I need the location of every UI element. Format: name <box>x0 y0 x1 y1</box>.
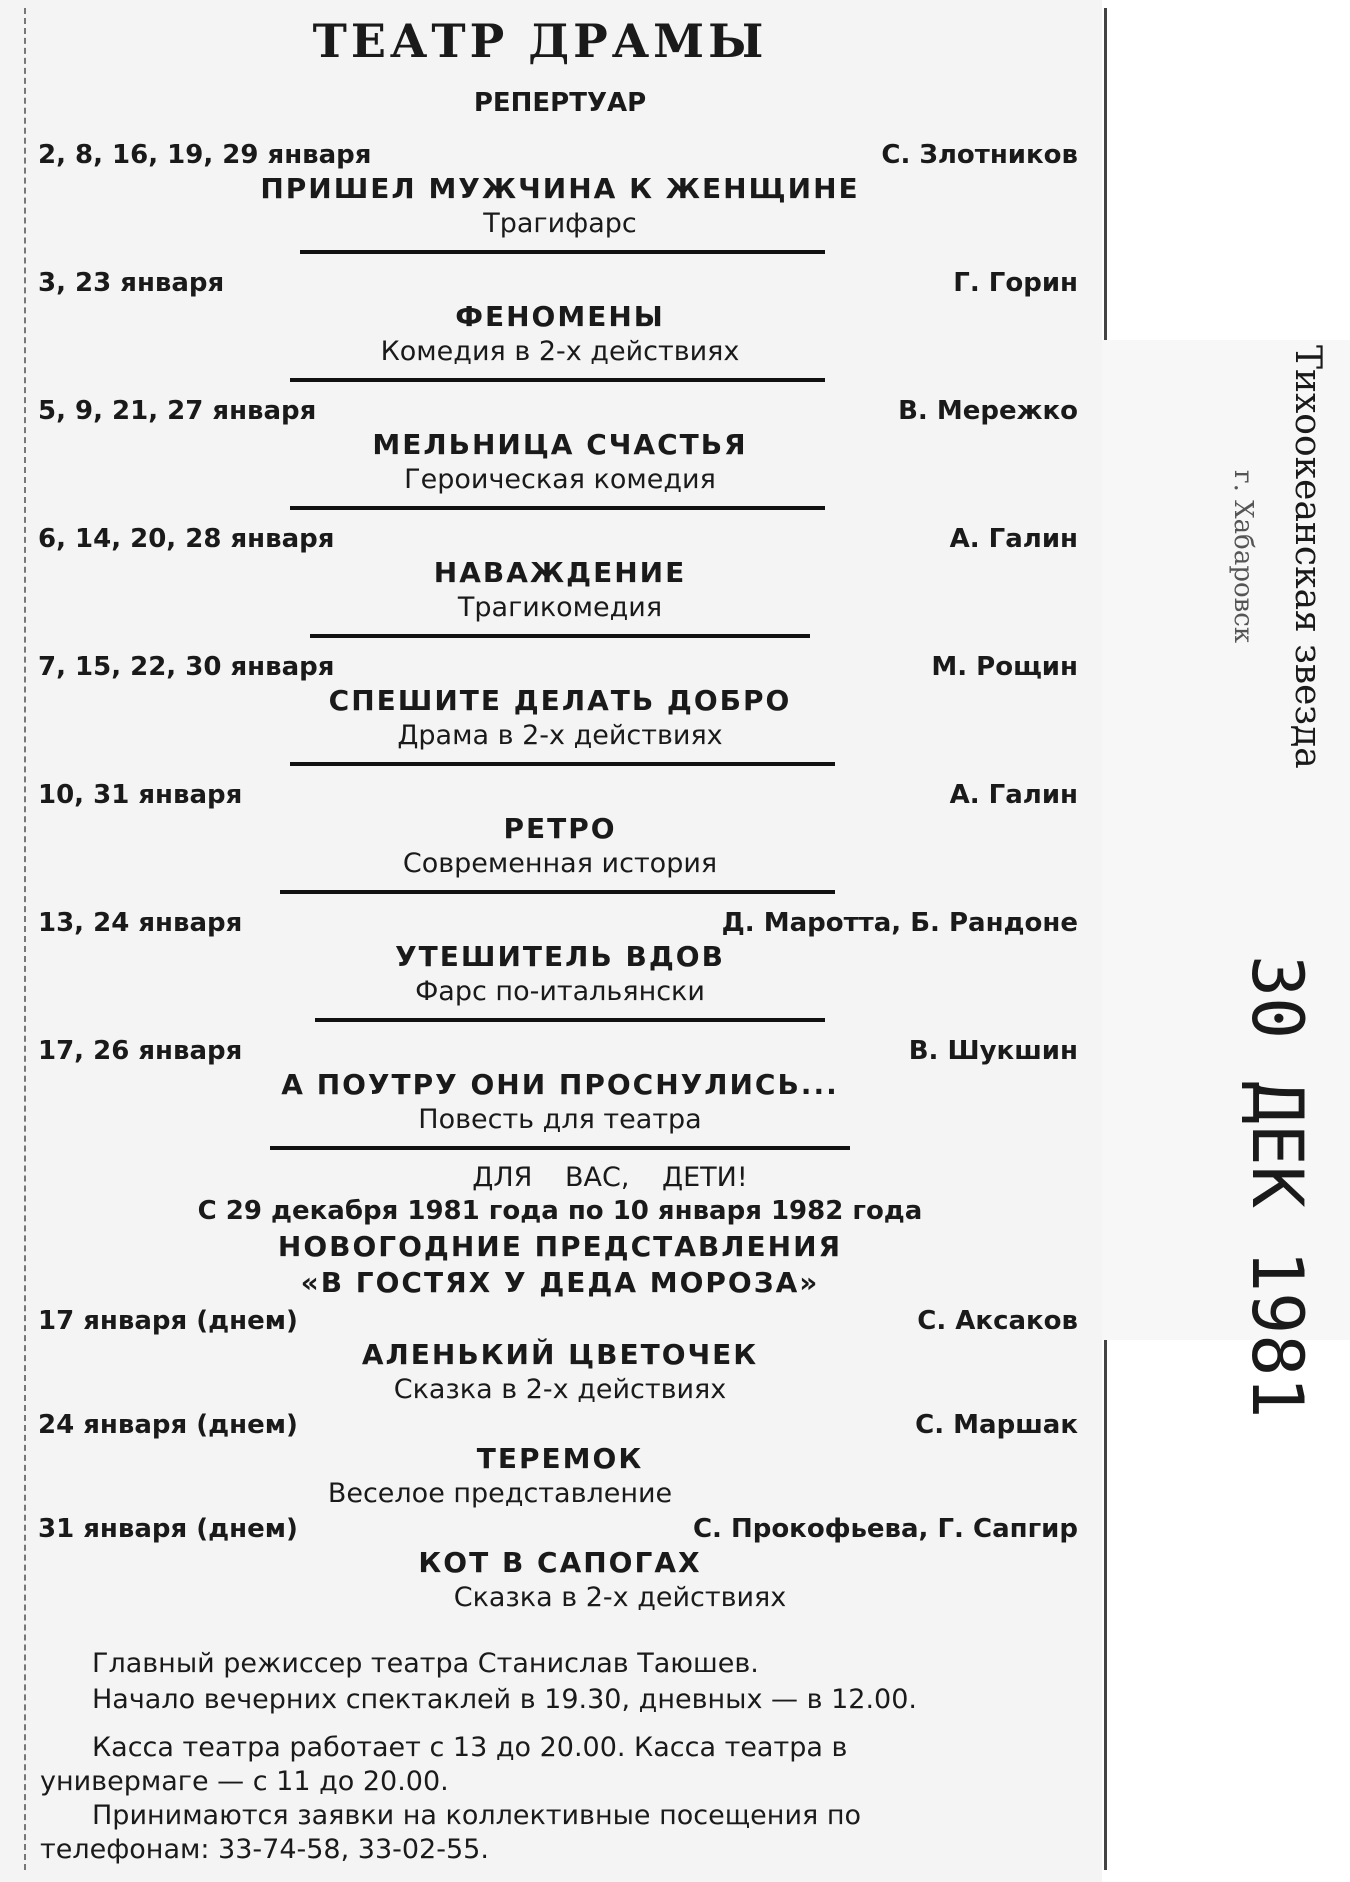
orders-line-2: телефонам: 33-74-58, 33-02-55. <box>40 1834 489 1865</box>
play-author: В. Мережко <box>898 396 1078 426</box>
play-title: РЕТРО <box>503 812 617 845</box>
repertoire-heading: РЕПЕРТУАР <box>473 88 647 118</box>
play-author: С. Аксаков <box>917 1306 1078 1336</box>
box-office-line-2: универмаге — с 11 до 20.00. <box>40 1766 449 1797</box>
play-dates: 17 января (днем) <box>38 1306 298 1336</box>
play-genre: Драма в 2-х действиях <box>397 720 723 751</box>
play-dates: 31 января (днем) <box>38 1514 298 1544</box>
play-title: КОТ В САПОГАХ <box>418 1546 702 1579</box>
play-genre: Повесть для театра <box>418 1104 702 1135</box>
play-genre: Сказка в 2-х действиях <box>393 1374 727 1405</box>
play-dates: 10, 31 января <box>38 780 243 810</box>
play-title: А ПОУТРУ ОНИ ПРОСНУЛИСЬ... <box>281 1068 839 1101</box>
play-author: А. Галин <box>949 780 1078 810</box>
play-dates: 5, 9, 21, 27 января <box>38 396 317 426</box>
play-title: АЛЕНЬКИЙ ЦВЕТОЧЕК <box>361 1338 759 1371</box>
orders-line: Принимаются заявки на коллективные посещения по <box>92 1800 861 1831</box>
children-event: НОВОГОДНИЕ ПРЕДСТАВЛЕНИЯ <box>277 1230 843 1263</box>
children-heading: ДЛЯ ВАС, ДЕТИ! <box>472 1162 748 1193</box>
play-genre: Трагифарс <box>483 208 637 239</box>
play-title: ФЕНОМЕНЫ <box>455 300 665 333</box>
divider <box>270 1146 850 1150</box>
play-dates: 17, 26 января <box>38 1036 243 1066</box>
play-genre: Трагикомедия <box>457 592 663 623</box>
play-author: Г. Горин <box>953 268 1078 298</box>
play-author: В. Шукшин <box>908 1036 1078 1066</box>
director-line: Главный режиссер театра Станислав Таюшев. <box>92 1648 759 1679</box>
play-genre: Фарс по-итальянски <box>415 976 705 1007</box>
play-title: ТЕРЕМОК <box>476 1442 644 1475</box>
children-period: С 29 декабря 1981 года по 10 января 1982 года <box>197 1196 923 1226</box>
play-dates: 24 января (днем) <box>38 1410 298 1440</box>
play-dates: 2, 8, 16, 19, 29 января <box>38 140 372 170</box>
divider <box>290 378 825 382</box>
play-title: НАВАЖДЕНИЕ <box>433 556 687 589</box>
play-author: Д. Маротта, Б. Рандоне <box>721 908 1078 938</box>
play-genre: Героическая комедия <box>404 464 716 495</box>
divider <box>300 250 825 254</box>
play-title: ПРИШЕЛ МУЖЧИНА К ЖЕНЩИНЕ <box>260 172 860 205</box>
play-author: А. Галин <box>949 524 1078 554</box>
play-dates: 7, 15, 22, 30 января <box>38 652 335 682</box>
start-times: Начало вечерних спектаклей в 19.30, дневных — в 12.00. <box>92 1684 917 1715</box>
play-genre: Сказка в 2-х действиях <box>453 1582 787 1613</box>
divider <box>310 634 810 638</box>
divider <box>290 762 835 766</box>
play-author: С. Злотников <box>881 140 1078 170</box>
play-author: С. Прокофьева, Г. Сапгир <box>692 1514 1078 1544</box>
newspaper-city: г. Хабаровск <box>1228 470 1258 644</box>
play-author: С. Маршак <box>915 1410 1078 1440</box>
page-title: ТЕАТР ДРАМЫ <box>312 14 768 68</box>
play-genre: Современная история <box>402 848 718 879</box>
divider <box>290 506 825 510</box>
play-dates: 3, 23 января <box>38 268 225 298</box>
play-title: УТЕШИТЕЛЬ ВДОВ <box>395 940 725 973</box>
play-genre: Комедия в 2-х действиях <box>380 336 740 367</box>
clipping-date: 30 ДЕК 1981 <box>1236 955 1318 1419</box>
play-title: МЕЛЬНИЦА СЧАСТЬЯ <box>372 428 748 461</box>
play-author: М. Рощин <box>931 652 1078 682</box>
newspaper-name: Тихоокеанская звезда <box>1287 345 1328 769</box>
children-event-title: «В ГОСТЯХ У ДЕДА МОРОЗА» <box>300 1266 820 1299</box>
divider <box>280 890 835 894</box>
play-dates: 6, 14, 20, 28 января <box>38 524 335 554</box>
play-genre: Веселое представление <box>327 1478 673 1509</box>
box-office-line: Касса театра работает с 13 до 20.00. Касса театра в <box>92 1732 848 1763</box>
divider <box>315 1018 825 1022</box>
play-dates: 13, 24 января <box>38 908 243 938</box>
play-title: СПЕШИТЕ ДЕЛАТЬ ДОБРО <box>328 684 792 717</box>
